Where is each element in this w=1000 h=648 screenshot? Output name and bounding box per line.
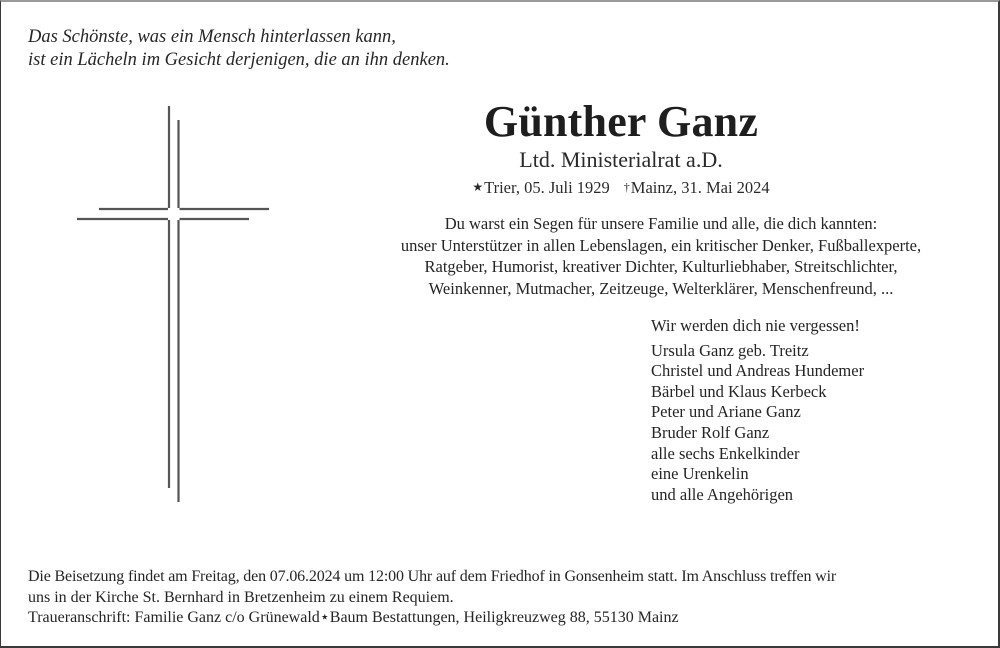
life-dates <box>391 177 851 198</box>
tribute-line-3: Ratgeber, Humorist, kreativer Dichter, Kulturliebhaber, Streitschlichter, <box>424 257 898 276</box>
mourner: eine Urenkelin <box>651 464 749 484</box>
mourner: Bärbel und Klaus Kerbeck <box>651 381 827 401</box>
mourner: alle sechs Enkelkinder <box>651 443 800 463</box>
mourners-list <box>651 316 864 505</box>
mourners-heading: Wir werden dich nie vergessen! <box>651 316 860 335</box>
motto-line-2: ist ein Lächeln im Gesicht derjenigen, die an ihn denken. <box>28 50 450 70</box>
tribute-line-4: Weinkenner, Mutmacher, Zeitzeuge, Welterklärer, Menschenfreund, ... <box>428 278 894 298</box>
star-icon: ★ <box>472 180 484 194</box>
dagger-icon: † <box>623 180 630 194</box>
death-date: Mainz, 31. Mai 2024 <box>630 178 770 197</box>
birth-date: Trier, 05. Juli 1929 <box>484 178 610 197</box>
deceased-name: Günther Ganz <box>483 97 759 146</box>
mourner: Christel und Andreas Hundemer <box>651 361 865 381</box>
funeral-info <box>28 567 988 629</box>
tribute-text <box>341 213 981 299</box>
tribute-line-2: unser Unterstützer in allen Lebenslagen, ein kritischer Denker, Fußballexperte, <box>400 235 922 255</box>
tribute-line-1: Du warst ein Segen für unsere Familie und alle, die dich kannten: <box>444 214 878 233</box>
mourner: und alle Angehörigen <box>651 484 794 504</box>
cross-icon <box>1 2 301 522</box>
mourner: Bruder Rolf Ganz <box>651 422 770 442</box>
motto-line-1: Das Schönste, was ein Mensch hinterlassen kann, <box>28 27 396 47</box>
funeral-line-2: uns in der Kirche St. Bernhard in Bretzenheim zu einem Requiem. <box>28 588 454 606</box>
funeral-line-1: Die Beisetzung findet am Freitag, den 07.06.2024 um 12:00 Uhr auf dem Friedhof in Gonsenheim statt. Im Anschluss treffen wir <box>28 568 837 585</box>
deceased-title: Ltd. Ministerialrat a.D. <box>519 147 723 172</box>
mourner: Ursula Ganz geb. Treitz <box>651 340 809 360</box>
condolence-address: Traueranschrift: Familie Ganz c/o Grünewald⋆Baum Bestattungen, Heiligkreuzweg 88, 55130 Mainz <box>28 609 679 626</box>
mourner: Peter und Ariane Ganz <box>651 402 801 422</box>
